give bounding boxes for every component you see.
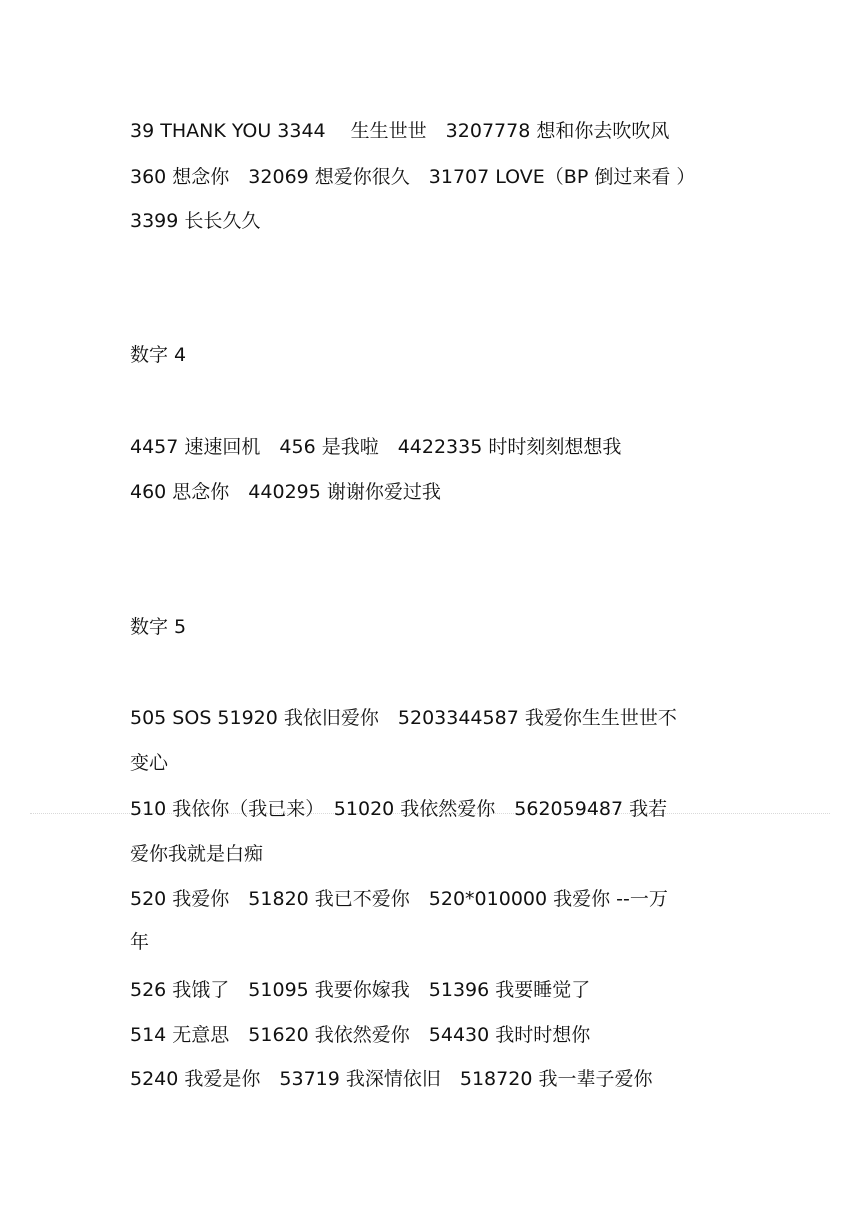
text-line-5: 4457 速速回机 456 是我啦 4422335 时时刻刻想想我 <box>130 436 622 458</box>
text-line-14: 526 我饿了 51095 我要你嫁我 51396 我要睡觉了 <box>130 979 591 1001</box>
section-heading-5: 数字 5 <box>130 616 187 638</box>
text-line-10: 510 我依你（我已来） 51020 我依然爱你 562059487 我若 <box>130 798 668 820</box>
text-line-6: 460 思念你 440295 谢谢你爱过我 <box>130 481 441 503</box>
text-line-16: 5240 我爱是你 53719 我深情依旧 518720 我一辈子爱你 <box>130 1068 653 1090</box>
text-line-9: 变心 <box>130 752 169 774</box>
section-heading-4: 数字 4 <box>130 344 187 366</box>
text-line-2: 360 想念你 32069 想爱你很久 31707 LOVE（BP 倒过来看 ） <box>130 166 696 188</box>
text-line-13: 年 <box>130 931 150 953</box>
text-line-3: 3399 长长久久 <box>130 210 261 232</box>
text-line-12: 520 我爱你 51820 我已不爱你 520*010000 我爱你 --一万 <box>130 888 668 910</box>
text-line-8: 505 SOS 51920 我依旧爱你 5203344587 我爱你生生世世不 <box>130 707 677 729</box>
text-line-11: 爱你我就是白痴 <box>130 843 264 865</box>
text-line-15: 514 无意思 51620 我依然爱你 54430 我时时想你 <box>130 1024 591 1046</box>
text-line-1: 39 THANK YOU 3344 生生世世 3207778 想和你去吹吹风 <box>130 120 670 142</box>
